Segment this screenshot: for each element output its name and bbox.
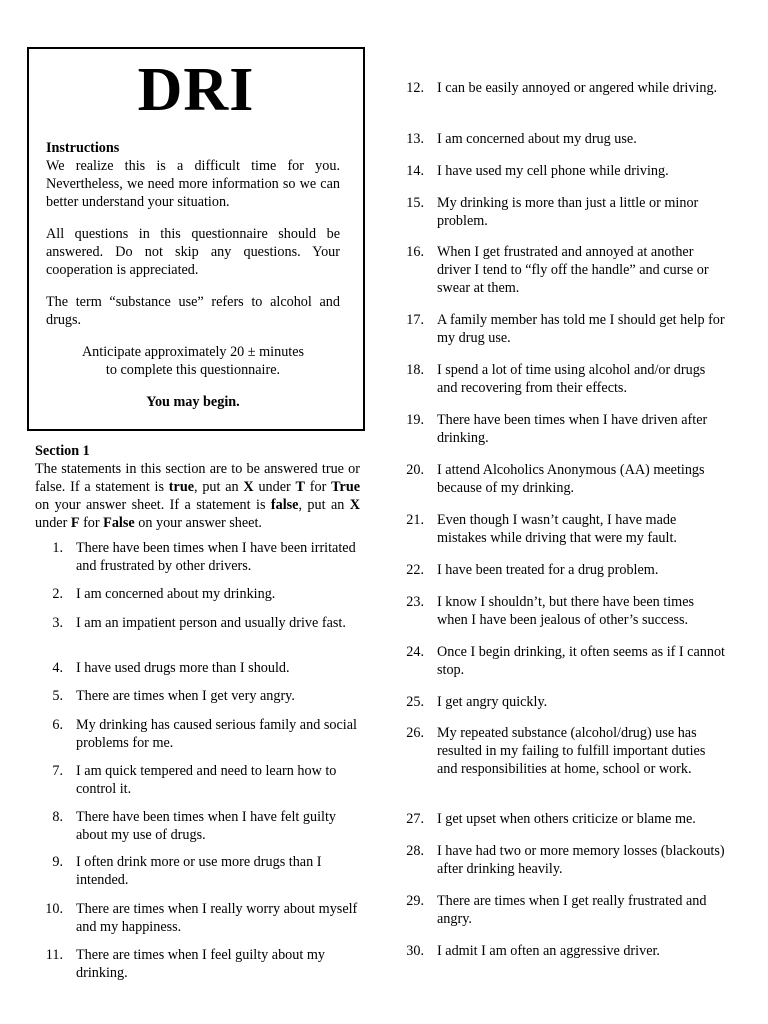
section-1-intro bbox=[35, 442, 360, 532]
questionnaire-page: DRI Instructions We realize this is a difficult time for you. Nevertheless, we need more information so we can better understand your situation. All questions in this questionnaire should be answered. Do not skip any questions. Your cooperation is appreciated. The term “substance use” refers to alcohol and drugs. Anticipate approximately 20 ± minutes to complete this questionnaire. You may begin. Section 1 The statements in this section are to be answered true or false. If a statement is true, put an X under T for True on your answer sheet. If a statement is false, put an X under F for False on your answer sheet. 1. There have been times when I have been irritated and frustrated by other drivers. 2. I am concerned about my drinking. 3. I am an impatient person and usually drive fast. 4. I have used drugs more than I should. 5. There are times when I get very angry. 6. My drinking has caused serious family and social problems for me. 7. I am quick tempered and need to learn how to control it. 8. There have been times when I have felt guilty about my use of drugs. 9. I often drink more or use more drugs than I intended. 10. There are times when I really worry about myself and my happiness. 11. There are times when I feel guilty about my drinking. 12. I can be easily annoyed or angered while driving. 13. I am concerned about my drug use. 14. I have used my cell phone while driving. 15. My drinking is more than just a little or minor problem. 16. When I get frustrated and annoyed at another driver I tend to “fly off the handle” and curse or swear at them. 17. A family member has told me I should get help for my drug use. 18. I spend a lot of time using alcohol and/or drugs and recovering from their effects. 19. There have been times when I have driven after drinking. 20. I attend Alcoholics Anonymous (AA) meetings because of my drinking. 21. Even though I wasn’t caught, I have made mistakes while driving that were my fault. 22. I have been treated for a drug problem. 23. I know I shouldn’t, but there have been times when I have been jealous of other’s success. 24. Once I begin drinking, it often seems as if I cannot stop. 25. I get angry quickly. 26. My repeated substance (alcohol/drug) use has resulted in my failing to fulfill important duties and responsibilities at home, school or work. 27. I get upset when others criticize or blame me. 28. I have had two or more memory losses (blackouts) after drinking heavily. 29. There are times when I get really frustrated and angry. 30. I admit I am often an aggressive driver. bbox=[0, 0, 768, 1024]
instructions-body bbox=[46, 139, 340, 411]
instructions-paragraph-2: All questions in this questionnaire should be answered. Do not skip any questions. Your cooperation is appreciated. bbox=[46, 226, 340, 278]
section-1-title: Section 1 bbox=[35, 443, 90, 459]
time-estimate-line-1: Anticipate approximately 20 ± minutes bbox=[81, 344, 305, 360]
you-may-begin: You may begin. bbox=[146, 394, 240, 410]
instructions-paragraph-1: We realize this is a difficult time for you. Nevertheless, we need more information so we can better understand your situation. bbox=[46, 158, 340, 210]
section-1-instructions: The statements in this section are to be answered true or false. If a statement is true, put an X under T for True on your answer sheet. If a statement is false, put an X under F for False on your answer sheet. bbox=[35, 461, 361, 531]
time-estimate-line-2: to complete this questionnaire. bbox=[105, 362, 281, 378]
instructions-heading: Instructions bbox=[46, 140, 120, 156]
instructions-paragraph-3: The term “substance use” refers to alcohol and drugs. bbox=[46, 294, 340, 328]
document-title: DRI bbox=[137, 56, 255, 124]
